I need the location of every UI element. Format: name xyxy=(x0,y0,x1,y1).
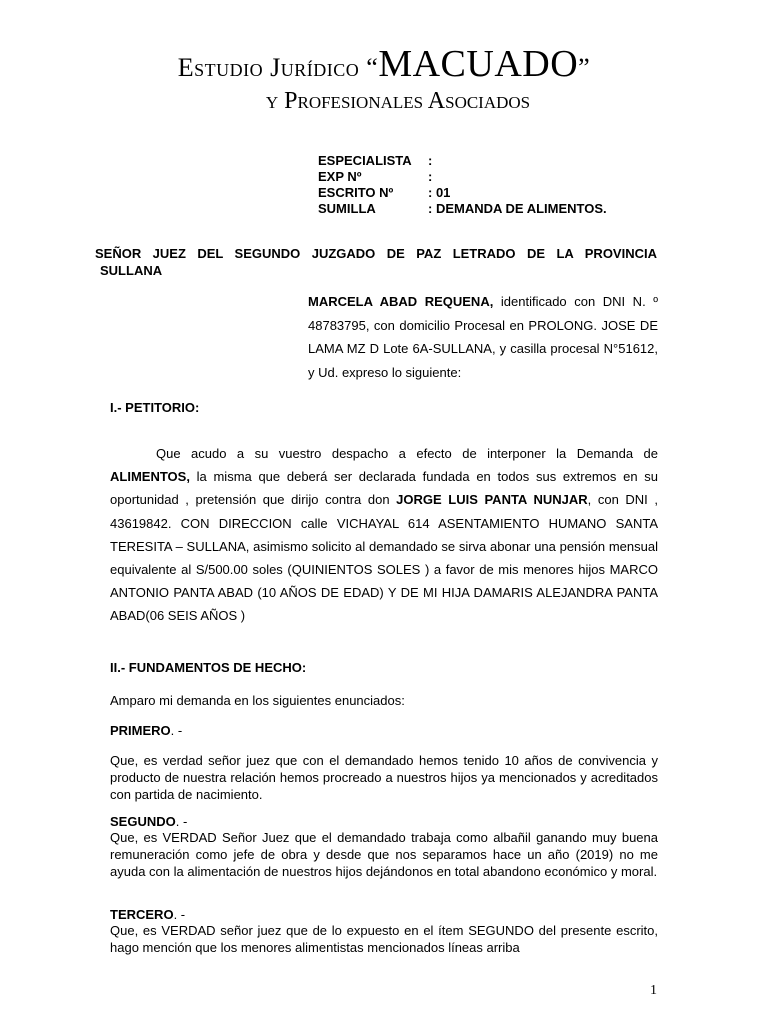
meta-value: : xyxy=(428,153,433,168)
meta-value: : xyxy=(428,169,433,184)
primero-heading xyxy=(110,722,658,739)
segundo-paragraph: Que, es VERDAD Señor Juez que el demandado trabaja como albañil ganando muy buena remuneración como jefe de obra y desde que nos separamos hace un año (2019) no me ayuda con la alimentación de nuestros hijos dejándonos en total abandono económico y moral. xyxy=(110,830,658,879)
firm-title xyxy=(0,42,768,86)
section-heading-petitorio: I.- PETITORIO: xyxy=(110,400,200,415)
addressee-line2: SULLANA xyxy=(100,263,163,278)
tercero-label: TERCERO xyxy=(110,907,174,922)
plaintiff-name: MARCELA ABAD REQUENA, xyxy=(308,294,494,309)
meta-value: : 01 xyxy=(428,185,451,200)
primero-label: PRIMERO xyxy=(110,723,171,738)
fundamentos-lead: Amparo mi demanda en los siguientes enunciados: xyxy=(110,693,405,708)
intro-text: identificado con DNI N. º 48783795, con domicilio Procesal en PROLONG. JOSE DE LAMA MZ D Lote 6A-SULLANA, y casilla procesal N°51612, y Ud. expreso lo siguiente: xyxy=(308,294,658,380)
tercero-suffix: . - xyxy=(173,907,186,922)
meta-value: : DEMANDA DE ALIMENTOS. xyxy=(428,201,607,216)
meta-row xyxy=(318,185,607,201)
primero-suffix: . - xyxy=(170,723,183,738)
addressee-line1: SEÑOR JUEZ DEL SEGUNDO JUZGADO DE PAZ LETRADO DE LA PROVINCIA xyxy=(95,246,657,261)
meta-row xyxy=(318,153,607,169)
segundo-heading xyxy=(110,813,658,830)
page-number: 1 xyxy=(650,983,657,998)
defendant-name: JORGE LUIS PANTA NUNJAR xyxy=(396,492,588,508)
petitorio-bold: ALIMENTOS, xyxy=(110,469,190,485)
firm-subtitle: y Profesionales Asociados xyxy=(265,88,531,114)
meta-row xyxy=(318,201,607,217)
case-metadata xyxy=(318,153,607,217)
meta-key: ESPECIALISTA xyxy=(318,153,412,168)
meta-key: EXP Nº xyxy=(318,169,362,184)
tercero-heading xyxy=(110,906,658,923)
segundo-suffix: . - xyxy=(175,814,188,829)
tercero-paragraph: Que, es VERDAD señor juez que de lo expuesto en el ítem SEGUNDO del presente escrito, hago mención que los menores alimentistas mencionados líneas arriba xyxy=(110,923,658,955)
intro-paragraph xyxy=(308,290,658,384)
firm-suffix: ” xyxy=(578,53,591,82)
petitorio-text: la misma que deberá ser declarada fundada en todos sus extremos en su oportunidad , pretensión que dirijo contra don xyxy=(110,469,658,508)
meta-row xyxy=(318,169,607,185)
petitorio-text: Que acudo a su vuestro despacho a efecto de interponer la Demanda de xyxy=(156,446,658,461)
meta-key: SUMILLA xyxy=(318,201,376,216)
section-heading-fundamentos: II.- FUNDAMENTOS DE HECHO: xyxy=(110,660,307,675)
primero-paragraph: Que, es verdad señor juez que con el demandado hemos tenido 10 años de convivencia y producto de nuestra relación hemos procreado a nuestros hijos ya mencionados y acreditados con partida de nacimiento. xyxy=(110,753,658,802)
petitorio-text: , con DNI , 43619842. CON DIRECCION calle VICHAYAL 614 ASENTAMIENTO HUMANO SANTA TERESITA – SULLANA, asimismo solicito al demandado se sirva abonar una pensión mensual equivalente al S/500.00 soles (QUINIENTOS SOLES ) a favor de mis menores hijos MARCO ANTONIO PANTA ABAD (10 AÑOS DE EDAD) Y DE MI HIJA DAMARIS ALEJANDRA PANTA ABAD(06 SEIS AÑOS ) xyxy=(110,492,658,624)
firm-name: MACUADO xyxy=(378,43,579,85)
firm-prefix: Estudio Jurídico “ xyxy=(177,53,379,82)
meta-key: ESCRITO Nº xyxy=(318,185,394,200)
segundo-label: SEGUNDO xyxy=(110,814,176,829)
petitorio-paragraph xyxy=(110,442,658,628)
